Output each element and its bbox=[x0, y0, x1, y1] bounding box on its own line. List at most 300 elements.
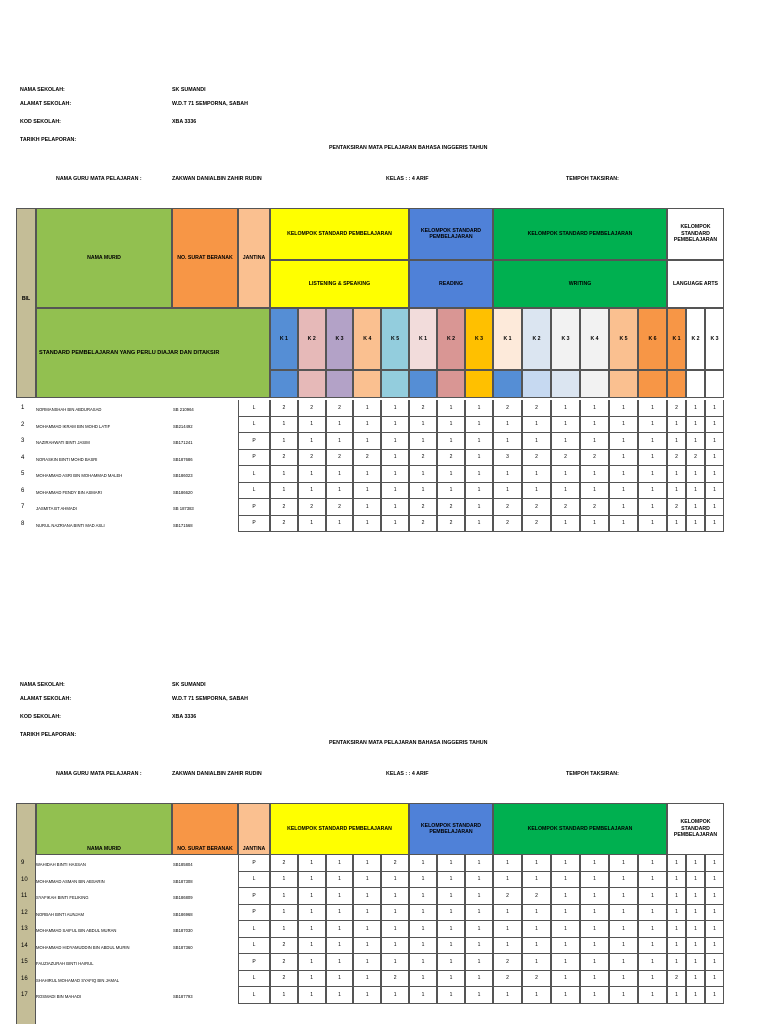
score-cell: 1 bbox=[609, 954, 638, 971]
score-cell: 1 bbox=[493, 938, 522, 955]
gender-cell: P bbox=[238, 888, 270, 905]
k-color-swatch bbox=[667, 370, 686, 398]
score-cell: 1 bbox=[298, 954, 326, 971]
score-cell: 2 bbox=[437, 450, 465, 467]
score-cell: 1 bbox=[609, 417, 638, 434]
period-label: TEMPOH TAKSIRAN: bbox=[566, 771, 619, 777]
score-cell: 1 bbox=[609, 433, 638, 450]
score-cell: 1 bbox=[326, 987, 354, 1004]
score-cell: 1 bbox=[686, 483, 705, 500]
row-number: 3 bbox=[21, 438, 25, 444]
group-header-1: KELOMPOK STANDARD PEMBELAJARAN bbox=[270, 803, 409, 855]
skill-language-arts: LANGUAGE ARTS bbox=[667, 260, 724, 308]
row-number: 4 bbox=[21, 454, 25, 461]
score-cell: 1 bbox=[705, 450, 724, 467]
score-cell: 1 bbox=[522, 483, 551, 500]
student-id: SB186023 bbox=[173, 473, 193, 478]
score-cell: 1 bbox=[409, 417, 437, 434]
score-cell: 2 bbox=[667, 499, 686, 516]
score-cell: 1 bbox=[638, 499, 667, 516]
score-cell: 1 bbox=[353, 417, 381, 434]
score-cell: 1 bbox=[638, 921, 667, 938]
gender-cell: P bbox=[238, 433, 270, 450]
score-cell: 2 bbox=[270, 516, 298, 533]
score-cell: 2 bbox=[522, 499, 551, 516]
k-header-17: K 3 bbox=[705, 308, 724, 370]
score-cell: 2 bbox=[667, 971, 686, 988]
score-cell: 1 bbox=[705, 855, 724, 872]
assessment-table-2 bbox=[16, 803, 724, 1024]
score-cell: 1 bbox=[437, 954, 465, 971]
score-cell: 1 bbox=[270, 987, 298, 1004]
score-cell: 1 bbox=[686, 921, 705, 938]
row-number: 9 bbox=[21, 860, 25, 866]
score-cell: 1 bbox=[298, 921, 326, 938]
gender-cell: L bbox=[238, 400, 270, 417]
score-cell: 1 bbox=[522, 987, 551, 1004]
student-name-header: NAMA MURID bbox=[36, 208, 172, 308]
row-number: 1 bbox=[21, 405, 25, 411]
score-cell: 1 bbox=[522, 905, 551, 922]
score-cell: 1 bbox=[465, 938, 493, 955]
score-cell: 1 bbox=[609, 872, 638, 889]
score-cell: 1 bbox=[686, 954, 705, 971]
student-id: SB187686 bbox=[173, 456, 193, 462]
score-cell: 1 bbox=[638, 971, 667, 988]
student-name: JASMITA BT AHMADI bbox=[36, 506, 77, 511]
row-number: 15 bbox=[21, 959, 28, 965]
score-cell: 1 bbox=[686, 872, 705, 889]
score-cell: 2 bbox=[667, 450, 686, 467]
score-cell: 1 bbox=[298, 938, 326, 955]
score-cell: 1 bbox=[381, 921, 409, 938]
score-cell: 1 bbox=[638, 954, 667, 971]
bil-header: BIL bbox=[16, 208, 36, 398]
score-cell: 1 bbox=[465, 417, 493, 434]
score-cell: 1 bbox=[686, 888, 705, 905]
score-cell: 2 bbox=[270, 938, 298, 955]
k-color-swatch bbox=[409, 370, 437, 398]
school-value: SK SUMANDI bbox=[172, 87, 206, 93]
score-cell: 1 bbox=[437, 400, 465, 417]
score-cell: 1 bbox=[609, 855, 638, 872]
score-cell: 1 bbox=[493, 433, 522, 450]
score-cell: 1 bbox=[353, 971, 381, 988]
row-number: 8 bbox=[21, 520, 25, 527]
score-cell: 1 bbox=[667, 954, 686, 971]
score-cell: 1 bbox=[705, 987, 724, 1004]
score-cell: 1 bbox=[381, 872, 409, 889]
score-cell: 1 bbox=[326, 921, 354, 938]
gender-header: JANTINA bbox=[238, 803, 270, 855]
score-cell: 1 bbox=[437, 433, 465, 450]
score-cell: 1 bbox=[409, 872, 437, 889]
score-cell: 2 bbox=[381, 971, 409, 988]
score-cell: 1 bbox=[298, 905, 326, 922]
student-name: FAUZIAZURAH BINTI HAIRUL bbox=[36, 961, 94, 966]
score-cell: 1 bbox=[381, 954, 409, 971]
score-cell: 2 bbox=[326, 400, 354, 417]
score-cell: 1 bbox=[686, 938, 705, 955]
student-id: SB 187383 bbox=[173, 506, 194, 511]
student-name: MOHAMMAD FENDY BIN ASMARI bbox=[36, 489, 102, 495]
score-cell: 1 bbox=[353, 516, 381, 533]
score-cell: 1 bbox=[381, 400, 409, 417]
student-id: SB187793 bbox=[173, 994, 193, 999]
score-cell: 1 bbox=[298, 855, 326, 872]
score-cell: 1 bbox=[409, 466, 437, 483]
row-number: 12 bbox=[21, 909, 28, 916]
k-header-10: K 2 bbox=[522, 308, 551, 370]
student-id: SB186620 bbox=[173, 489, 193, 495]
code-label: KOD SEKOLAH: bbox=[20, 714, 61, 720]
score-cell: 1 bbox=[298, 483, 326, 500]
score-cell: 1 bbox=[580, 400, 609, 417]
row-number: 2 bbox=[21, 421, 25, 428]
score-cell: 2 bbox=[437, 499, 465, 516]
student-name: MOHAMMAD IKRAM BIN MOHD LATIF bbox=[36, 423, 111, 429]
gender-cell: P bbox=[238, 855, 270, 872]
score-cell: 1 bbox=[465, 855, 493, 872]
score-cell: 1 bbox=[326, 938, 354, 955]
score-cell: 2 bbox=[409, 516, 437, 533]
row-number: 10 bbox=[21, 876, 28, 883]
score-cell: 1 bbox=[270, 905, 298, 922]
period-label: TEMPOH TAKSIRAN: bbox=[566, 176, 619, 182]
score-cell: 2 bbox=[580, 499, 609, 516]
score-cell: 1 bbox=[465, 433, 493, 450]
score-cell: 1 bbox=[705, 938, 724, 955]
score-cell: 1 bbox=[298, 872, 326, 889]
code-label: KOD SEKOLAH: bbox=[20, 119, 61, 125]
k-header-16: K 2 bbox=[686, 308, 705, 370]
student-name: WAHIDAH BINTI HASSAN bbox=[36, 862, 86, 867]
score-cell: 1 bbox=[638, 450, 667, 467]
score-cell: 1 bbox=[667, 987, 686, 1004]
score-cell: 2 bbox=[667, 400, 686, 417]
row-number: 16 bbox=[21, 975, 28, 982]
score-cell: 1 bbox=[465, 987, 493, 1004]
k-color-swatch bbox=[638, 370, 667, 398]
score-cell: 1 bbox=[609, 516, 638, 533]
k-header-3: K 3 bbox=[326, 308, 354, 370]
score-cell: 1 bbox=[298, 433, 326, 450]
score-cell: 1 bbox=[437, 905, 465, 922]
score-cell: 1 bbox=[609, 905, 638, 922]
score-cell: 1 bbox=[638, 987, 667, 1004]
score-cell: 1 bbox=[522, 433, 551, 450]
class-label: KELAS : : 4 ARIF bbox=[386, 176, 429, 182]
teacher-label: NAMA GURU MATA PELAJARAN : bbox=[56, 176, 142, 182]
gender-header: JANTINA bbox=[238, 208, 270, 308]
student-name-header: NAMA MURID bbox=[36, 803, 172, 855]
score-cell: 1 bbox=[705, 433, 724, 450]
k-color-swatch bbox=[609, 370, 638, 398]
score-cell: 1 bbox=[353, 987, 381, 1004]
gender-cell: P bbox=[238, 954, 270, 971]
report-date-label: TARIKH PELAPORAN: bbox=[20, 732, 77, 738]
score-cell: 1 bbox=[465, 888, 493, 905]
score-cell: 1 bbox=[465, 971, 493, 988]
group-header-2: KELOMPOK STANDARD PEMBELAJARAN bbox=[409, 208, 493, 260]
score-cell: 1 bbox=[465, 872, 493, 889]
address-label: ALAMAT SEKOLAH: bbox=[20, 101, 72, 107]
score-cell: 2 bbox=[409, 499, 437, 516]
score-cell: 1 bbox=[686, 987, 705, 1004]
score-cell: 1 bbox=[326, 433, 354, 450]
skill-listening: LISTENING & SPEAKING bbox=[270, 260, 409, 308]
score-cell: 2 bbox=[270, 450, 298, 467]
k-color-swatch bbox=[580, 370, 609, 398]
k-color-swatch bbox=[493, 370, 522, 398]
score-cell: 1 bbox=[580, 938, 609, 955]
gender-cell: L bbox=[238, 971, 270, 988]
k-color-swatch bbox=[298, 370, 326, 398]
student-name: NORBAH BINTI AUNJAM bbox=[36, 911, 84, 917]
score-cell: 1 bbox=[686, 855, 705, 872]
score-cell: 1 bbox=[705, 499, 724, 516]
score-cell: 1 bbox=[353, 938, 381, 955]
score-cell: 2 bbox=[522, 516, 551, 533]
gender-cell: L bbox=[238, 987, 270, 1004]
report-date-label: TARIKH PELAPORAN: bbox=[20, 137, 77, 143]
score-cell: 2 bbox=[409, 400, 437, 417]
score-cell: 1 bbox=[551, 516, 580, 533]
score-cell: 1 bbox=[551, 855, 580, 872]
score-cell: 1 bbox=[437, 938, 465, 955]
score-cell: 1 bbox=[686, 417, 705, 434]
student-id: SB187030 bbox=[173, 928, 193, 933]
score-cell: 1 bbox=[705, 888, 724, 905]
student-id: SB186968 bbox=[173, 911, 193, 917]
score-cell: 1 bbox=[381, 938, 409, 955]
score-cell: 1 bbox=[409, 938, 437, 955]
k-color-swatch bbox=[686, 370, 705, 398]
group-header-3: KELOMPOK STANDARD PEMBELAJARAN bbox=[493, 803, 667, 855]
school-label: NAMA SEKOLAH: bbox=[20, 682, 65, 688]
score-cell: 1 bbox=[638, 888, 667, 905]
score-cell: 1 bbox=[270, 921, 298, 938]
teacher-label: NAMA GURU MATA PELAJARAN : bbox=[56, 771, 142, 777]
k-header-4: K 4 bbox=[353, 308, 381, 370]
score-cell: 1 bbox=[381, 483, 409, 500]
score-cell: 1 bbox=[270, 466, 298, 483]
score-cell: 1 bbox=[298, 888, 326, 905]
score-cell: 1 bbox=[270, 483, 298, 500]
school-value: SK SUMANDI bbox=[172, 682, 206, 688]
score-cell: 1 bbox=[270, 888, 298, 905]
score-cell: 1 bbox=[580, 466, 609, 483]
score-cell: 1 bbox=[326, 971, 354, 988]
score-cell: 1 bbox=[551, 905, 580, 922]
score-cell: 1 bbox=[686, 400, 705, 417]
gender-cell: L bbox=[238, 483, 270, 500]
score-cell: 1 bbox=[522, 872, 551, 889]
group-header-2: KELOMPOK STANDARD PEMBELAJARAN bbox=[409, 803, 493, 855]
row-number: 5 bbox=[21, 471, 25, 477]
score-cell: 1 bbox=[353, 872, 381, 889]
score-cell: 1 bbox=[580, 954, 609, 971]
score-cell: 1 bbox=[465, 921, 493, 938]
score-cell: 1 bbox=[353, 921, 381, 938]
score-cell: 1 bbox=[667, 855, 686, 872]
score-cell: 1 bbox=[326, 417, 354, 434]
score-cell: 2 bbox=[298, 400, 326, 417]
group-header-4: KELOMPOK STANDARD PEMBELAJARAN bbox=[667, 208, 724, 260]
k-header-5: K 5 bbox=[381, 308, 409, 370]
score-cell: 1 bbox=[353, 433, 381, 450]
score-cell: 1 bbox=[667, 466, 686, 483]
score-cell: 1 bbox=[638, 905, 667, 922]
score-cell: 1 bbox=[686, 433, 705, 450]
score-cell: 1 bbox=[437, 987, 465, 1004]
student-name: MOHAMMAD SAIFUL BIN ABDUL MURAN bbox=[36, 928, 117, 933]
score-cell: 1 bbox=[326, 466, 354, 483]
score-cell: 1 bbox=[686, 516, 705, 533]
address-label: ALAMAT SEKOLAH: bbox=[20, 696, 72, 702]
score-cell: 1 bbox=[667, 921, 686, 938]
k-color-swatch bbox=[270, 370, 298, 398]
birth-cert-header: NO. SURAT BERANAK bbox=[172, 208, 238, 308]
score-cell: 1 bbox=[667, 905, 686, 922]
score-cell: 1 bbox=[381, 905, 409, 922]
student-id: SB 210964 bbox=[173, 407, 194, 412]
score-cell: 1 bbox=[551, 400, 580, 417]
score-cell: 2 bbox=[270, 971, 298, 988]
score-cell: 1 bbox=[551, 433, 580, 450]
score-cell: 1 bbox=[638, 466, 667, 483]
gender-cell: P bbox=[238, 905, 270, 922]
assessment-table-1 bbox=[16, 208, 724, 538]
k-header-9: K 1 bbox=[493, 308, 522, 370]
score-cell: 1 bbox=[298, 971, 326, 988]
address-value: W.D.T 71 SEMPORNA, SABAH bbox=[172, 696, 248, 702]
score-cell: 1 bbox=[409, 921, 437, 938]
score-cell: 2 bbox=[551, 450, 580, 467]
score-cell: 2 bbox=[522, 971, 551, 988]
score-cell: 1 bbox=[580, 483, 609, 500]
k-color-swatch bbox=[381, 370, 409, 398]
score-cell: 1 bbox=[638, 417, 667, 434]
score-cell: 1 bbox=[705, 954, 724, 971]
score-cell: 1 bbox=[353, 499, 381, 516]
score-cell: 1 bbox=[437, 483, 465, 500]
score-cell: 1 bbox=[437, 888, 465, 905]
score-cell: 2 bbox=[493, 400, 522, 417]
score-cell: 1 bbox=[686, 905, 705, 922]
score-cell: 2 bbox=[493, 954, 522, 971]
score-cell: 1 bbox=[465, 499, 493, 516]
score-cell: 2 bbox=[493, 516, 522, 533]
score-cell: 1 bbox=[638, 872, 667, 889]
k-color-swatch bbox=[465, 370, 493, 398]
score-cell: 1 bbox=[437, 466, 465, 483]
k-color-swatch bbox=[326, 370, 354, 398]
score-cell: 1 bbox=[326, 954, 354, 971]
score-cell: 1 bbox=[493, 921, 522, 938]
score-cell: 1 bbox=[409, 954, 437, 971]
score-cell: 1 bbox=[609, 987, 638, 1004]
score-cell: 2 bbox=[551, 499, 580, 516]
student-id: SB185804 bbox=[173, 862, 193, 867]
score-cell: 1 bbox=[638, 516, 667, 533]
k-header-11: K 3 bbox=[551, 308, 580, 370]
score-cell: 1 bbox=[609, 450, 638, 467]
k-header-6: K 1 bbox=[409, 308, 437, 370]
score-cell: 1 bbox=[353, 400, 381, 417]
gender-cell: L bbox=[238, 872, 270, 889]
student-name: SHAHIRUL MOHAMAD SYAFIQ BIN JAMAL bbox=[36, 977, 120, 983]
score-cell: 1 bbox=[437, 971, 465, 988]
student-name: MOHAMMAD ASMAN BIN ABSARIN bbox=[36, 878, 105, 884]
score-cell: 1 bbox=[705, 872, 724, 889]
score-cell: 1 bbox=[580, 516, 609, 533]
skill-writing: WRITING bbox=[493, 260, 667, 308]
score-cell: 2 bbox=[298, 450, 326, 467]
score-cell: 1 bbox=[667, 417, 686, 434]
score-cell: 1 bbox=[609, 466, 638, 483]
group-header-1: KELOMPOK STANDARD PEMBELAJARAN bbox=[270, 208, 409, 260]
k-header-2: K 2 bbox=[298, 308, 326, 370]
score-cell: 1 bbox=[493, 905, 522, 922]
assessment-title: PENTAKSIRAN MATA PELAJARAN BAHASA INGGERIS TAHUN bbox=[329, 145, 488, 151]
row-number: 6 bbox=[21, 487, 25, 494]
score-cell: 1 bbox=[326, 855, 354, 872]
row-number: 13 bbox=[21, 926, 28, 932]
k-header-8: K 3 bbox=[465, 308, 493, 370]
row-number: 14 bbox=[21, 942, 28, 949]
score-cell: 2 bbox=[437, 516, 465, 533]
row-number: 17 bbox=[21, 992, 28, 998]
score-cell: 1 bbox=[353, 483, 381, 500]
score-cell: 1 bbox=[580, 971, 609, 988]
score-cell: 1 bbox=[381, 417, 409, 434]
class-label: KELAS : : 4 ARIF bbox=[386, 771, 429, 777]
gender-cell: P bbox=[238, 499, 270, 516]
score-cell: 2 bbox=[381, 855, 409, 872]
score-cell: 1 bbox=[493, 987, 522, 1004]
gender-cell: L bbox=[238, 921, 270, 938]
score-cell: 1 bbox=[667, 888, 686, 905]
score-cell: 2 bbox=[270, 855, 298, 872]
score-cell: 1 bbox=[298, 466, 326, 483]
score-cell: 1 bbox=[580, 905, 609, 922]
score-cell: 1 bbox=[667, 938, 686, 955]
score-cell: 1 bbox=[465, 954, 493, 971]
score-cell: 1 bbox=[551, 872, 580, 889]
score-cell: 2 bbox=[493, 499, 522, 516]
student-name: NORMANSHAH BIN ABDURASAD bbox=[36, 407, 102, 412]
score-cell: 1 bbox=[609, 483, 638, 500]
student-id: SB186809 bbox=[173, 895, 193, 900]
student-name: SYAFIKAH BINTI FELIKING bbox=[36, 895, 89, 900]
gender-cell: P bbox=[238, 516, 270, 533]
score-cell: 1 bbox=[705, 417, 724, 434]
k-header-13: K 5 bbox=[609, 308, 638, 370]
score-cell: 1 bbox=[638, 433, 667, 450]
score-cell: 1 bbox=[298, 516, 326, 533]
score-cell: 2 bbox=[522, 888, 551, 905]
score-cell: 1 bbox=[609, 921, 638, 938]
score-cell: 1 bbox=[326, 905, 354, 922]
score-cell: 1 bbox=[493, 872, 522, 889]
score-cell: 1 bbox=[409, 971, 437, 988]
score-cell: 1 bbox=[409, 888, 437, 905]
k-header-1: K 1 bbox=[270, 308, 298, 370]
score-cell: 1 bbox=[551, 888, 580, 905]
score-cell: 1 bbox=[326, 888, 354, 905]
score-cell: 2 bbox=[580, 450, 609, 467]
